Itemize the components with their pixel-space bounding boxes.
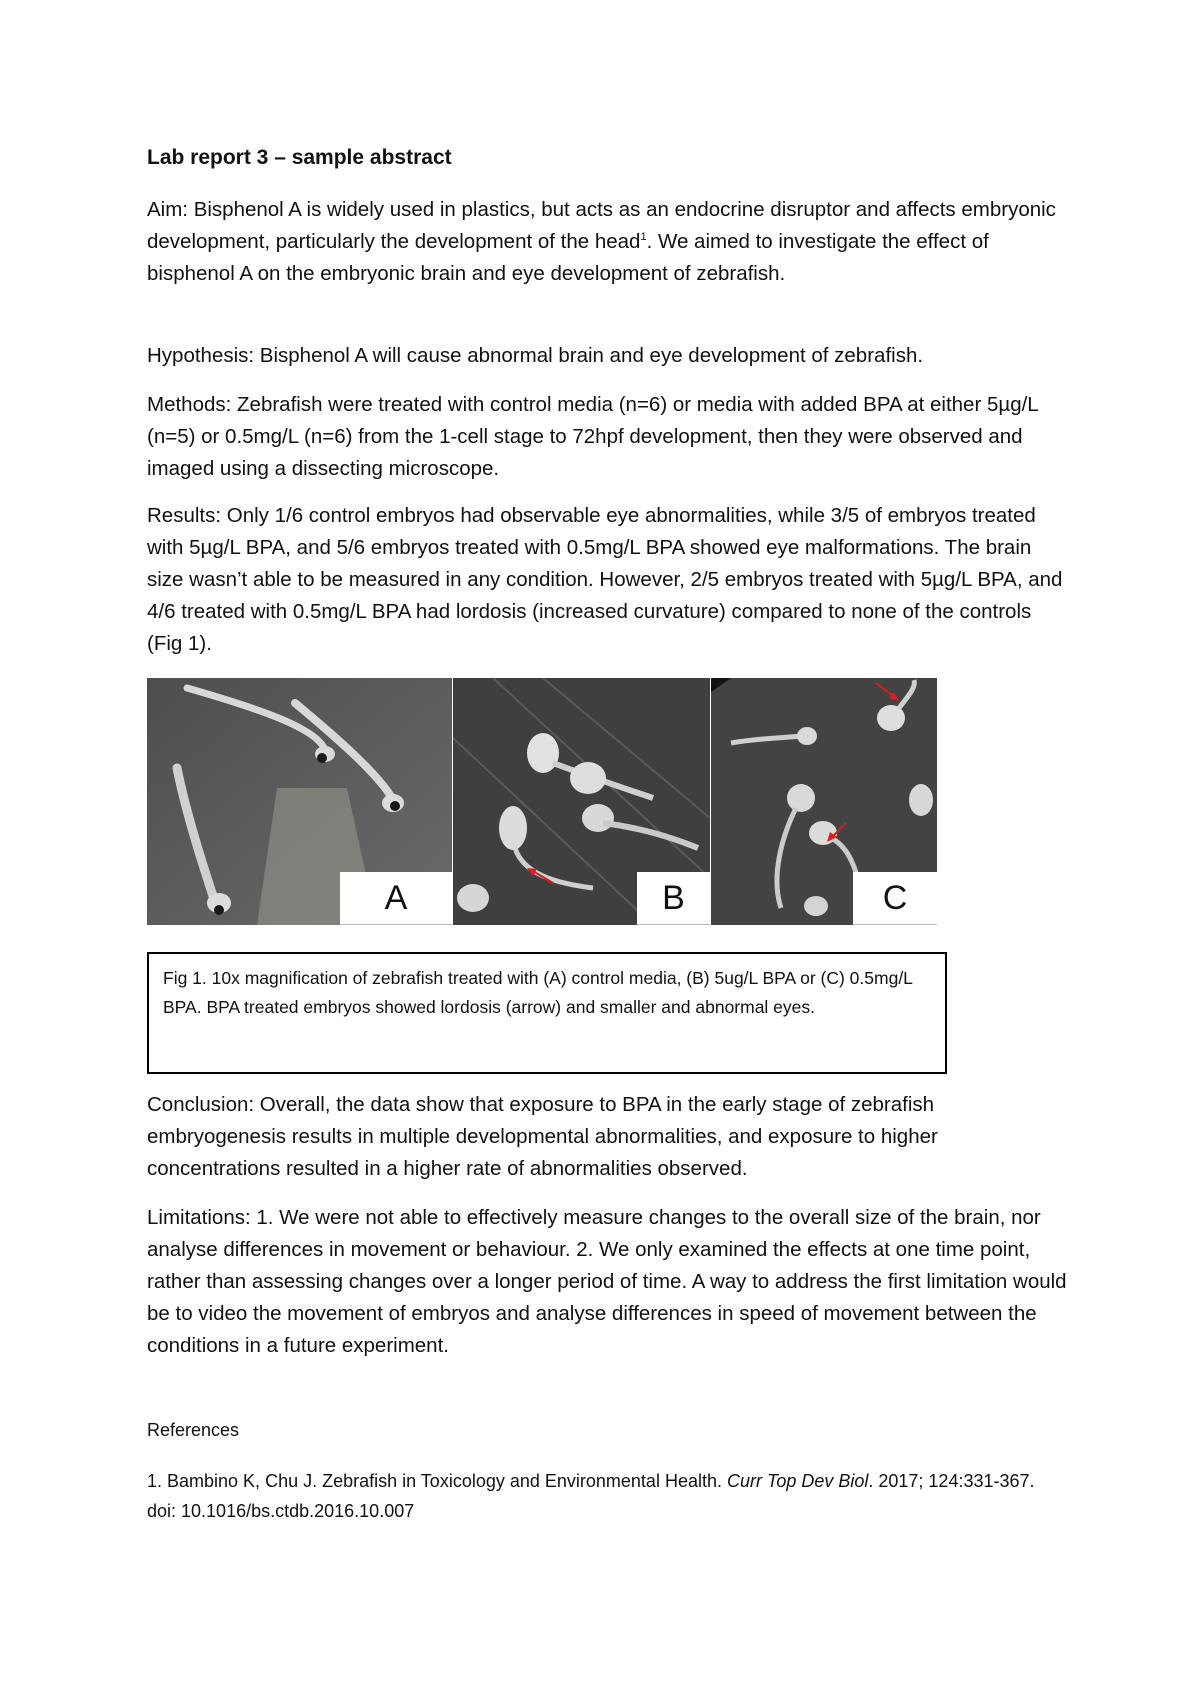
figure-caption-text: Fig 1. 10x magnification of zebrafish treated with (A) control media, (B) 5ug/L BPA or (C) 0.5mg/L BPA. BPA treated embryos showed lordosis (arrow) and smaller and abnormal eyes. bbox=[163, 968, 913, 1017]
aim-paragraph bbox=[147, 194, 1067, 290]
reference-1-suffix: . 2017; 124:331-367. doi: 10.1016/bs.ctdb.2016.10.007 bbox=[147, 1471, 1035, 1521]
aim-citation: 1 bbox=[640, 231, 647, 244]
reference-item-1 bbox=[147, 1466, 1067, 1526]
aim-text-after: . We aimed to investigate the effect of bisphenol A on the embryonic brain and eye development of zebrafish. bbox=[147, 230, 989, 285]
figure-caption bbox=[147, 952, 947, 1074]
panel-c-image bbox=[711, 678, 937, 925]
results-paragraph bbox=[147, 500, 1067, 660]
limitations-text: Limitations: 1. We were not able to effectively measure changes to the overall size of the brain, nor analyse differences in movement or behaviour. 2. We only examined the effects at one time point, rather than assessing changes over a longer period of time. A way to address the first limitation would be to video the movement of embryos and analyse differences in speed of movement between the conditions in a future experiment. bbox=[147, 1206, 1067, 1357]
hypothesis-paragraph bbox=[147, 340, 1067, 372]
panel-b-image bbox=[453, 678, 710, 925]
methods-text: Methods: Zebrafish were treated with control media (n=6) or media with added BPA at either 5µg/L (n=5) or 0.5mg/L (n=6) from the 1-cell stage to 72hpf development, then they were observed and imaged using a dissecting microscope. bbox=[147, 393, 1038, 480]
panel-b-label: B bbox=[637, 872, 710, 925]
reference-1-journal: Curr Top Dev Biol bbox=[726, 1471, 869, 1491]
methods-paragraph bbox=[147, 389, 1067, 485]
conclusion-paragraph bbox=[147, 1089, 1067, 1185]
limitations-paragraph bbox=[147, 1202, 1067, 1362]
conclusion-text: Conclusion: Overall, the data show that exposure to BPA in the early stage of zebrafish embryogenesis results in multiple developmental abnormalities, and exposure to higher concentrations resulted in a higher rate of abnormalities observed. bbox=[147, 1093, 938, 1180]
report-title: Lab report 3 – sample abstract bbox=[147, 146, 452, 169]
panel-c-label: C bbox=[853, 872, 937, 925]
figure-1 bbox=[147, 678, 937, 925]
aim-text: Aim: Bisphenol A is widely used in plastics, but acts as an endocrine disruptor and affects embryonic development, particularly the development of the head bbox=[147, 198, 1056, 253]
reference-1-prefix: 1. Bambino K, Chu J. Zebrafish in Toxicology and Environmental Health. bbox=[147, 1471, 727, 1491]
hypothesis-text: Hypothesis: Bisphenol A will cause abnormal brain and eye development of zebrafish. bbox=[147, 344, 924, 367]
results-text: Results: Only 1/6 control embryos had observable eye abnormalities, while 3/5 of embryos treated with 5µg/L BPA, and 5/6 embryos treated with 0.5mg/L BPA showed eye malformations. The brain size wasn’t able to be measured in any condition. However, 2/5 embryos treated with 5µg/L BPA, and 4/6 treated with 0.5mg/L BPA had lordosis (increased curvature) compared to none of the controls (Fig 1). bbox=[147, 504, 1063, 655]
panel-a-label: A bbox=[340, 872, 452, 925]
references-heading: References bbox=[147, 1420, 240, 1440]
panel-a-image bbox=[147, 678, 452, 925]
